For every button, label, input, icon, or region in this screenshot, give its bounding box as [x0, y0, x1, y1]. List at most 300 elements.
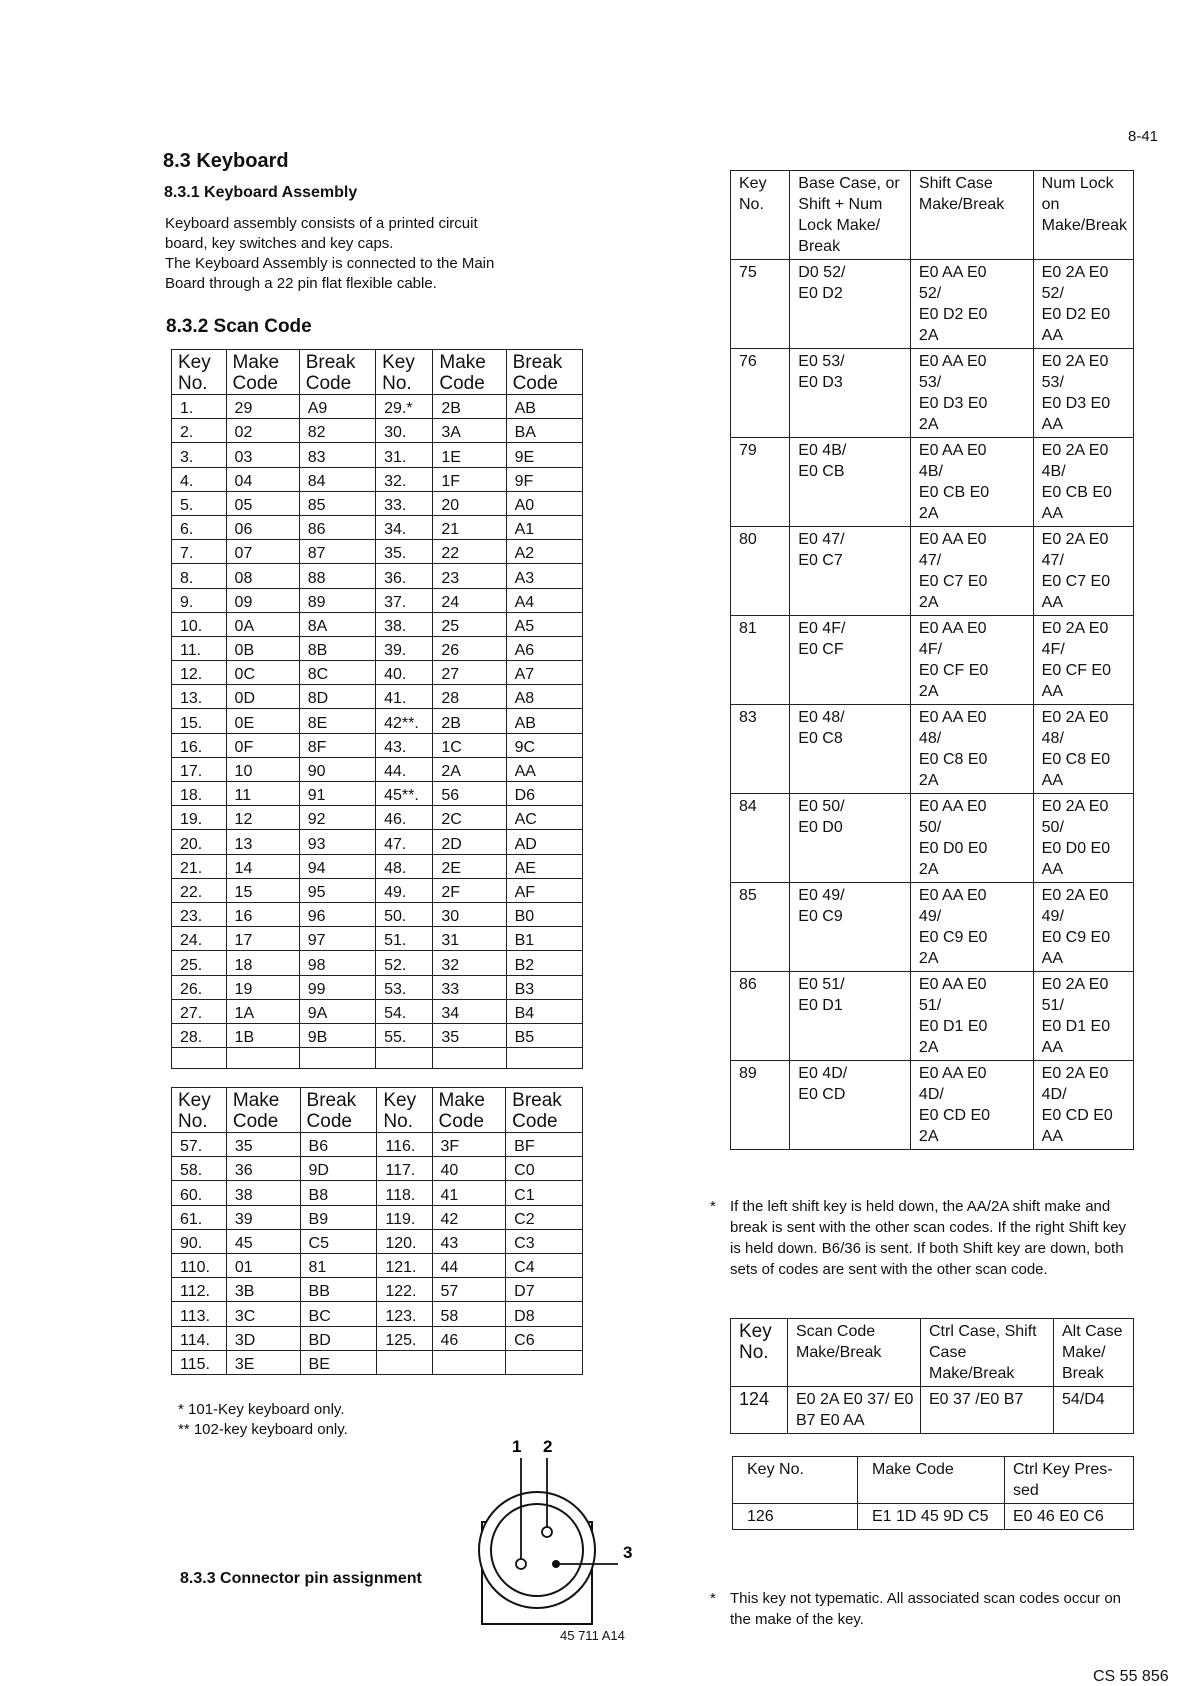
code-line: 53/: [918, 374, 942, 391]
ext-key-no: 86: [731, 972, 790, 1061]
cell-make-code: 44: [432, 1253, 506, 1277]
ext-shift-code: [910, 616, 1033, 705]
cell-key-no: 114.: [172, 1326, 227, 1350]
cell-break-code: 8C: [299, 661, 375, 685]
scan-code-row: [172, 515, 583, 539]
cell-key-no: 27.: [172, 999, 227, 1023]
cell-key-no: 117.: [377, 1157, 432, 1181]
code-line: E0 CF: [798, 641, 844, 658]
extended-row: [731, 616, 1134, 705]
cell-key-no: 49.: [376, 878, 433, 902]
key-126-table: [732, 1456, 1134, 1530]
extended-row: [731, 438, 1134, 527]
scan-code-row: [172, 443, 583, 467]
header-break-code: Break Code: [299, 350, 375, 395]
code-line: E0 D0: [798, 819, 843, 836]
cell-key-no: 116.: [377, 1133, 432, 1157]
code-line: 4B/: [918, 463, 943, 480]
cell-key-no: 36.: [376, 564, 433, 588]
cell-make-code: 23: [433, 564, 506, 588]
k124-ctrl: E0 37 /E0 B7: [921, 1387, 1054, 1434]
cell-break-code: B0: [506, 902, 582, 926]
cell-break-code: 9D: [300, 1157, 377, 1181]
page-number: 8-41: [1128, 128, 1159, 145]
cell-key-no: 11.: [172, 636, 227, 660]
code-line: E0 4F/: [798, 620, 846, 637]
k126-key: 126: [733, 1504, 858, 1530]
header-make-code: Make Code: [226, 350, 299, 395]
code-line: E0 C9: [798, 908, 843, 925]
ext-num-code: [1033, 438, 1133, 527]
cell-key-no: 3.: [172, 443, 227, 467]
k126-ctrl: E0 46 E0 C6: [1005, 1504, 1134, 1530]
cell-key-no: 119.: [377, 1205, 432, 1229]
scan-code-row: [172, 467, 583, 491]
cell-break-code: 90: [299, 757, 375, 781]
code-line: E0 D2 E0: [918, 306, 988, 323]
cell-key-no: 38.: [376, 612, 433, 636]
extended-row: [731, 883, 1134, 972]
cell-break-code: 81: [300, 1253, 377, 1277]
scan-code-row: [172, 927, 583, 951]
cell-key-no: 28.: [172, 1023, 227, 1047]
cell-key-no: 30.: [376, 419, 433, 443]
cell-key-no: 90.: [172, 1229, 227, 1253]
cell-key-no: 15.: [172, 709, 227, 733]
code-line: E0 D2: [798, 285, 843, 302]
cell-make-code: 2B: [433, 709, 506, 733]
cell-key-no: 9.: [172, 588, 227, 612]
cell-make-code: 1A: [226, 999, 299, 1023]
header-break-code: Break Code: [300, 1088, 377, 1133]
code-line: 52/: [1041, 285, 1064, 302]
cell-key-no: 52.: [376, 951, 433, 975]
cell-key-no: 29.*: [376, 395, 433, 419]
cell-break-code: A3: [506, 564, 582, 588]
cell-key-no: 26.: [172, 975, 227, 999]
cell-break-code: 89: [299, 588, 375, 612]
cell-make-code: 18: [226, 951, 299, 975]
cell-key-no: 123.: [377, 1302, 432, 1326]
cell-make-code: 02: [226, 419, 299, 443]
ext-key-no: 81: [731, 616, 790, 705]
cell-break-code: 93: [299, 830, 375, 854]
code-line: E0 2A E0: [1041, 887, 1109, 904]
code-line: E0 CF E0: [918, 662, 989, 679]
cell-break-code: C5: [300, 1229, 377, 1253]
cell-break-code: C4: [506, 1253, 583, 1277]
cell-make-code: 03: [226, 443, 299, 467]
pin2: [542, 1527, 552, 1537]
ext-base-code: [790, 794, 911, 883]
cell-break-code: A0: [506, 491, 582, 515]
cell-make-code: 14: [226, 854, 299, 878]
cell-break-code: A1: [506, 515, 582, 539]
cell-make-code: 2B: [433, 395, 506, 419]
ext-base-code: [790, 349, 911, 438]
ext-num-code: [1033, 616, 1133, 705]
cell-key-no: 40.: [376, 661, 433, 685]
cell-key-no: 2.: [172, 419, 227, 443]
scan-code-row: [172, 709, 583, 733]
cell-break-code: A9: [299, 395, 375, 419]
cell-break-code: AF: [506, 878, 582, 902]
code-line: 4D/: [918, 1086, 944, 1103]
code-line: E0 AA E0: [918, 353, 987, 370]
key-126-row: [733, 1504, 1134, 1530]
scan-code-title: 8.3.2 Scan Code: [166, 316, 312, 337]
code-line: E0 AA E0: [918, 531, 987, 548]
code-line: E0 C9 E0: [918, 929, 988, 946]
cell-break-code: B2: [506, 951, 582, 975]
connector-outer-ring: [479, 1492, 595, 1608]
code-line: 51/: [1041, 997, 1064, 1014]
cell-key-no: 41.: [376, 685, 433, 709]
k126-header-key-no: Key No.: [733, 1457, 858, 1504]
cell-break-code: 83: [299, 443, 375, 467]
cell-make-code: 3F: [432, 1133, 506, 1157]
cell-key-no: 125.: [377, 1326, 432, 1350]
code-line: E0 2A E0: [1041, 1065, 1109, 1082]
cell-key-no: 50.: [376, 902, 433, 926]
cell-make-code: 06: [226, 515, 299, 539]
code-line: E0 D0 E0: [1041, 840, 1111, 857]
cell-key-no: 118.: [377, 1181, 432, 1205]
header-break-code: Break Code: [506, 1088, 583, 1133]
code-line: 52/: [918, 285, 942, 302]
k124-scan: E0 2A E0 37/ E0 B7 E0 AA: [788, 1387, 921, 1434]
cell-key-no: 42**.: [376, 709, 433, 733]
ext-num-code: [1033, 883, 1133, 972]
cell-key-no: 45**.: [376, 782, 433, 806]
code-line: 2A: [918, 772, 939, 789]
cell-break-code: 84: [299, 467, 375, 491]
code-line: E0 D0 E0: [918, 840, 988, 857]
code-line: E0 C8 E0: [1041, 751, 1111, 768]
cell-break-code: 95: [299, 878, 375, 902]
code-line: 2A: [918, 950, 939, 967]
cell-key-no: 12.: [172, 661, 227, 685]
code-line: 48/: [1041, 730, 1064, 747]
scan-code-row: [172, 1157, 583, 1181]
cell-break-code: 9F: [506, 467, 582, 491]
code-line: E0 AA E0: [918, 442, 987, 459]
header-make-code: Make Code: [432, 1088, 506, 1133]
cell-break-code: B9: [300, 1205, 377, 1229]
assembly-line: The Keyboard Assembly is connected to the Main: [165, 255, 495, 272]
code-line: E0 AA E0: [918, 1065, 987, 1082]
ext-base-code: [790, 616, 911, 705]
cell-break-code: 9C: [506, 733, 582, 757]
code-line: AA: [1041, 327, 1063, 344]
cell-key-no: 4.: [172, 467, 227, 491]
scan-code-row: [172, 1326, 583, 1350]
scan-code-row: [172, 854, 583, 878]
cell-make-code: 58: [432, 1302, 506, 1326]
cell-key-no: 13.: [172, 685, 227, 709]
cell-make-code: 38: [226, 1181, 300, 1205]
scan-code-row: [172, 1302, 583, 1326]
code-line: E0 C9 E0: [1041, 929, 1111, 946]
cell-key-no: 61.: [172, 1205, 227, 1229]
header-key-no: Key No.: [172, 1088, 227, 1133]
cell-make-code: 21: [433, 515, 506, 539]
cell-key-no: 44.: [376, 757, 433, 781]
ext-key-no: 76: [731, 349, 790, 438]
cell-make-code: 3E: [226, 1350, 300, 1374]
code-line: E0 D1: [798, 997, 843, 1014]
code-line: E0 C8 E0: [918, 751, 988, 768]
connector-title: 8.3.3 Connector pin assignment: [180, 1570, 422, 1587]
cell-key-no: 23.: [172, 902, 227, 926]
ext-base-code: [790, 705, 911, 794]
scan-code-row: [172, 419, 583, 443]
cell-key-no: 120.: [377, 1229, 432, 1253]
cell-make-code: 25: [433, 612, 506, 636]
cell-break-code: 8B: [299, 636, 375, 660]
code-line: 49/: [918, 908, 942, 925]
cell-make-code: 2E: [433, 854, 506, 878]
extended-row: [731, 260, 1134, 349]
code-line: 53/: [1041, 374, 1064, 391]
ext-header-base-case: Base Case, or Shift + Num Lock Make/ Break: [790, 171, 911, 260]
cell-key-no: 115.: [172, 1350, 227, 1374]
scan-code-header: [172, 350, 583, 395]
extended-row: [731, 972, 1134, 1061]
cell-break-code: AD: [506, 830, 582, 854]
cell-make-code: 13: [226, 830, 299, 854]
cell-break-code: [506, 1350, 583, 1374]
extended-row: [731, 705, 1134, 794]
cell-make-code: 41: [432, 1181, 506, 1205]
ext-header-key-no: Key No.: [731, 171, 790, 260]
cell-make-code: 1E: [433, 443, 506, 467]
cell-key-no: 113.: [172, 1302, 227, 1326]
pin1: [516, 1559, 526, 1569]
cell-break-code: BD: [300, 1326, 377, 1350]
code-line: 48/: [918, 730, 942, 747]
cell-break-code: AC: [506, 806, 582, 830]
code-line: 4D/: [1041, 1086, 1067, 1103]
ext-shift-code: [910, 883, 1033, 972]
scan-code-row: [172, 588, 583, 612]
cell-make-code: 0D: [226, 685, 299, 709]
cell-make-code: 12: [226, 806, 299, 830]
ext-key-no: 89: [731, 1061, 790, 1150]
code-line: E0 D1 E0: [918, 1018, 988, 1035]
code-line: 2A: [918, 861, 939, 878]
cell-break-code: B1: [506, 927, 582, 951]
code-line: E0 CD E0: [918, 1107, 991, 1124]
cell-break-code: D8: [506, 1302, 583, 1326]
key-124-table: [730, 1318, 1134, 1434]
code-line: 4F/: [1041, 641, 1065, 658]
ext-base-code: [790, 972, 911, 1061]
cell-make-code: 43: [432, 1229, 506, 1253]
k124-alt: 54/D4: [1054, 1387, 1134, 1434]
cell-key-no: 55.: [376, 1023, 433, 1047]
cell-make-code: 2F: [433, 878, 506, 902]
cell-make-code: 19: [226, 975, 299, 999]
code-line: E0 2A E0: [1041, 442, 1109, 459]
cell-key-no: 39.: [376, 636, 433, 660]
code-line: E0 CB E0: [1041, 484, 1112, 501]
assembly-line: Keyboard assembly consists of a printed circuit: [165, 215, 478, 232]
cell-make-code: 36: [226, 1157, 300, 1181]
cell-break-code: AE: [506, 854, 582, 878]
ext-num-code: [1033, 1061, 1133, 1150]
scan-code-row: [172, 661, 583, 685]
cell-break-code: 8A: [299, 612, 375, 636]
cell-make-code: 1C: [433, 733, 506, 757]
code-line: E0 D3 E0: [918, 395, 988, 412]
extended-row: [731, 527, 1134, 616]
code-line: AA: [1041, 594, 1063, 611]
footnote-shift: * If the left shift key is held down, the AA/2A shift make and break is sent with the other scan codes. If the right Shift key is held down. B6/36 is sent. If both Shift key are down, both sets of codes are sent with the other scan code.: [710, 1198, 1127, 1278]
ext-base-code: [790, 883, 911, 972]
cell-make-code: 3C: [226, 1302, 300, 1326]
extended-row: [731, 349, 1134, 438]
code-line: AA: [1041, 1128, 1063, 1145]
header-key-no: Key No.: [172, 350, 227, 395]
cell-break-code: B8: [300, 1181, 377, 1205]
code-line: 4B/: [1041, 463, 1066, 480]
cell-break-code: A7: [506, 661, 582, 685]
cell-make-code: 27: [433, 661, 506, 685]
cell-break-code: 9A: [299, 999, 375, 1023]
ext-num-code: [1033, 349, 1133, 438]
scan-code-row: [172, 806, 583, 830]
code-line: E0 C7: [798, 552, 843, 569]
code-line: E0 51/: [798, 976, 845, 993]
scan-code-row: [172, 1133, 583, 1157]
cell-key-no: 16.: [172, 733, 227, 757]
code-line: 4F/: [918, 641, 943, 658]
code-line: E0 4D/: [798, 1065, 848, 1082]
key-124-header: [731, 1319, 1134, 1387]
cell-key-no: 10.: [172, 612, 227, 636]
cell-key-no: 5.: [172, 491, 227, 515]
cell-key-no: 37.: [376, 588, 433, 612]
ext-num-code: [1033, 527, 1133, 616]
cell-make-code: 11: [226, 782, 299, 806]
code-line: 47/: [1041, 552, 1064, 569]
scan-code-header: [172, 1088, 583, 1133]
cell-key-no: 24.: [172, 927, 227, 951]
assembly-description: [165, 214, 585, 294]
header-make-code: Make Code: [226, 1088, 300, 1133]
cell-make-code: 29: [226, 395, 299, 419]
code-line: D0 52/: [798, 264, 846, 281]
code-line: E0 CB: [798, 463, 845, 480]
scan-code-row: [172, 1023, 583, 1047]
code-line: AA: [1041, 861, 1063, 878]
cell-key-no: 57.: [172, 1133, 227, 1157]
section-title: 8.3 Keyboard: [163, 150, 289, 172]
cell-make-code: 0B: [226, 636, 299, 660]
scan-code-row: [172, 830, 583, 854]
cell-break-code: 99: [299, 975, 375, 999]
extended-row: [731, 794, 1134, 883]
cell-break-code: 98: [299, 951, 375, 975]
cell-break-code: BB: [300, 1278, 377, 1302]
scan-code-row: [172, 1253, 583, 1277]
note-101: * 101-Key keyboard only.: [178, 1401, 345, 1418]
cell-make-code: 40: [432, 1157, 506, 1181]
cell-make-code: 46: [432, 1326, 506, 1350]
cell-make-code: 15: [226, 878, 299, 902]
scan-code-row: [172, 491, 583, 515]
scan-code-row: [172, 782, 583, 806]
cell-make-code: 0A: [226, 612, 299, 636]
cell-key-no: 19.: [172, 806, 227, 830]
connector-part-number: 45 711 A14: [560, 1628, 625, 1643]
code-line: E0 47/: [798, 531, 845, 548]
cell-make-code: 45: [226, 1229, 300, 1253]
cell-key-no: 48.: [376, 854, 433, 878]
code-line: 2A: [918, 1128, 939, 1145]
cell-key-no: 31.: [376, 443, 433, 467]
cell-key-no: 33.: [376, 491, 433, 515]
cell-key-no: 112.: [172, 1278, 227, 1302]
code-line: 2A: [918, 505, 939, 522]
code-line: AA: [1041, 416, 1063, 433]
scan-code-row: [172, 757, 583, 781]
assembly-title: 8.3.1 Keyboard Assembly: [164, 184, 358, 201]
scan-code-table-1: [171, 349, 583, 1069]
cell-make-code: 05: [226, 491, 299, 515]
cell-break-code: BC: [300, 1302, 377, 1326]
empty-cell: [226, 1048, 299, 1069]
cell-break-code: A6: [506, 636, 582, 660]
code-line: 49/: [1041, 908, 1064, 925]
cell-make-code: 2C: [433, 806, 506, 830]
scan-code-row: [172, 1181, 583, 1205]
cell-key-no: 1.: [172, 395, 227, 419]
ext-key-no: 84: [731, 794, 790, 883]
code-line: 2A: [918, 683, 939, 700]
cell-break-code: BE: [300, 1350, 377, 1374]
cell-break-code: B6: [300, 1133, 377, 1157]
ext-num-code: [1033, 794, 1133, 883]
cell-break-code: 88: [299, 564, 375, 588]
cell-break-code: 8D: [299, 685, 375, 709]
footnote-typematic: * This key not typematic. All associated scan codes occur on the make of the key.: [710, 1590, 1122, 1628]
cell-break-code: 97: [299, 927, 375, 951]
empty-cell: [172, 1048, 227, 1069]
k124-key: 124: [731, 1387, 788, 1434]
cell-break-code: A5: [506, 612, 582, 636]
cell-make-code: 1F: [433, 467, 506, 491]
cell-make-code: 20: [433, 491, 506, 515]
cell-key-no: 25.: [172, 951, 227, 975]
cell-break-code: D6: [506, 782, 582, 806]
ext-base-code: [790, 527, 911, 616]
code-line: 47/: [918, 552, 942, 569]
code-line: AA: [1041, 950, 1063, 967]
cell-make-code: 17: [226, 927, 299, 951]
cell-break-code: 87: [299, 540, 375, 564]
assembly-line: board, key switches and key caps.: [165, 235, 394, 252]
cell-break-code: AA: [506, 757, 582, 781]
cell-make-code: 04: [226, 467, 299, 491]
scan-code-row: [172, 1278, 583, 1302]
code-line: 2A: [918, 327, 939, 344]
code-line: 50/: [1041, 819, 1064, 836]
cell-make-code: 39: [226, 1205, 300, 1229]
header-key-no: Key No.: [377, 1088, 432, 1133]
code-line: E0 CB E0: [918, 484, 990, 501]
